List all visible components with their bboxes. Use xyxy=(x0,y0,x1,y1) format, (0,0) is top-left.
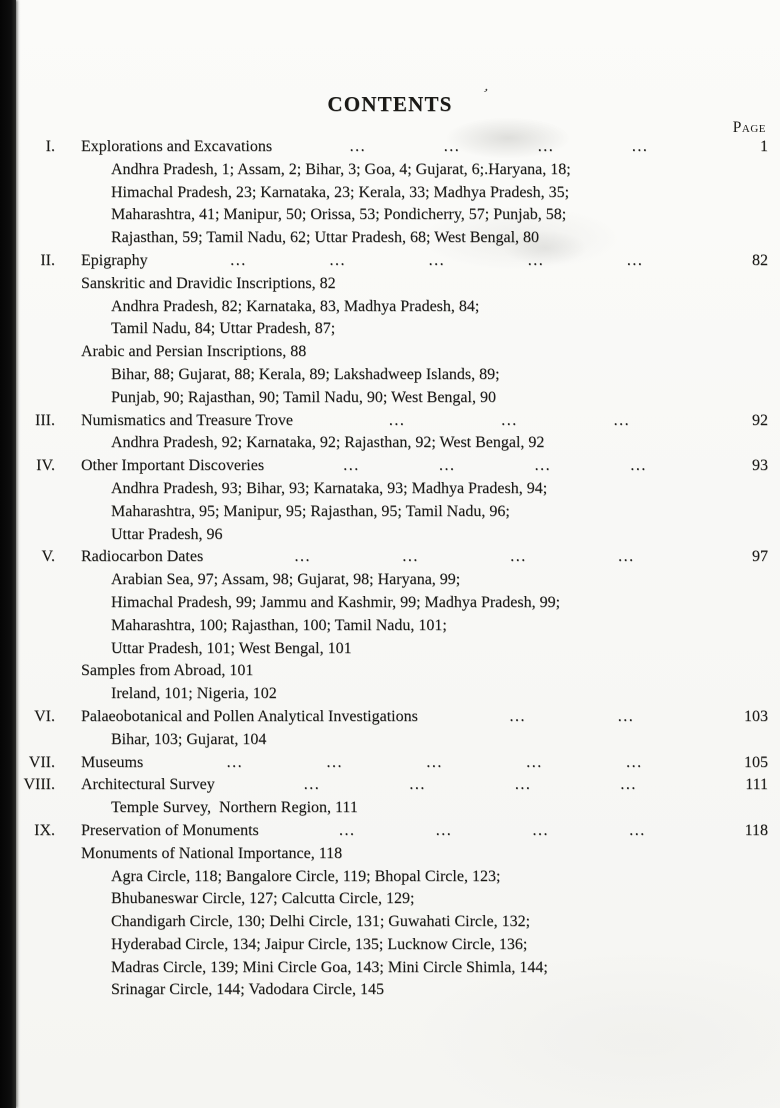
leader-dots: ... xyxy=(435,821,453,839)
toc-sub-line: Agra Circle, 118; Bangalore Circle, 119; Bhopal Circle, 123; xyxy=(111,867,501,885)
toc-sub-line: Uttar Pradesh, 96 xyxy=(111,525,223,543)
toc-sub-line: Andhra Pradesh, 1; Assam, 2; Bihar, 3; Goa, 4; Gujarat, 6;.Haryana, 18; xyxy=(111,160,571,178)
toc-sub-line: Rajasthan, 59; Tamil Nadu, 62; Uttar Pradesh, 68; West Bengal, 80 xyxy=(111,229,540,247)
leader-dots: ... xyxy=(618,548,635,566)
toc-sub-line: Bihar, 88; Gujarat, 88; Kerala, 89; Lakshadweep Islands, 89; xyxy=(111,365,500,383)
section-numeral: VI. xyxy=(34,707,55,725)
dot-leader xyxy=(264,455,726,478)
page-column-header: Page xyxy=(732,119,766,136)
dot-leader xyxy=(215,774,726,797)
toc-sub-line: Arabic and Persian Inscriptions, 88 xyxy=(81,343,307,361)
leader-dots: ... xyxy=(534,457,552,475)
toc-sub-line: Temple Survey, Northern Region, 111 xyxy=(111,799,358,817)
toc-section-row xyxy=(0,752,768,775)
toc-section-row xyxy=(0,820,768,843)
leader-dots: ... xyxy=(230,251,247,269)
section-page-number: 105 xyxy=(744,753,768,771)
toc-sub-line: Sanskritic and Dravidic Inscriptions, 82 xyxy=(81,274,336,292)
toc-sub-line: Arabian Sea, 97; Assam, 98; Gujarat, 98; Haryana, 99; xyxy=(111,571,461,589)
toc-section-row xyxy=(0,136,768,159)
section-body xyxy=(55,706,726,729)
toc-sub-line: Chandigarh Circle, 130; Delhi Circle, 131; Guwahati Circle, 132; xyxy=(111,913,531,931)
leader-dots: ... xyxy=(402,548,419,566)
section-body xyxy=(55,455,726,478)
leader-dots: ... xyxy=(339,821,356,839)
dot-leader xyxy=(272,136,726,159)
section-numeral: VIII. xyxy=(23,776,55,794)
leader-dots: ... xyxy=(537,138,555,155)
toc-sub-line: Ireland, 101; Nigeria, 102 xyxy=(111,685,277,703)
leader-dots: ... xyxy=(349,138,367,155)
toc-sub-line: Tamil Nadu, 84; Uttar Pradesh, 87; xyxy=(111,320,336,338)
toc-sub-line: Maharashtra, 95; Manipur, 95; Rajasthan, 95; Tamil Nadu, 96; xyxy=(111,502,510,520)
section-page-number: 103 xyxy=(744,707,768,725)
leader-dots: ... xyxy=(294,548,312,566)
leader-dots: ... xyxy=(514,776,532,794)
toc-sub-line: Himachal Pradesh, 99; Jammu and Kashmir, 99; Madhya Pradesh, 99; xyxy=(111,593,561,611)
section-page-number: 118 xyxy=(744,821,768,839)
leader-dots: ... xyxy=(626,251,644,269)
toc-sub-line: Srinagar Circle, 144; Vadodara Circle, 145 xyxy=(111,981,384,999)
toc-section-row xyxy=(0,706,768,729)
page-title: CONTENTS xyxy=(327,92,453,116)
dot-leader xyxy=(148,250,726,273)
section-body xyxy=(55,410,726,433)
leader-dots: ... xyxy=(509,707,527,725)
section-page-number: 82 xyxy=(752,251,768,269)
toc-sub-line: Uttar Pradesh, 101; West Bengal, 101 xyxy=(111,639,352,657)
toc-sub-line: Andhra Pradesh, 93; Bihar, 93; Karnataka, 93; Madhya Pradesh, 94; xyxy=(111,479,548,497)
section-numeral: IV. xyxy=(36,457,55,475)
section-title: Numismatics and Treasure Trove xyxy=(81,411,293,429)
toc-sub-line: Hyderabad Circle, 134; Jaipur Circle, 135; Lucknow Circle, 136; xyxy=(111,935,528,953)
leader-dots: ... xyxy=(388,411,406,429)
section-page-number: 97 xyxy=(752,548,768,566)
leader-dots: ... xyxy=(630,457,647,475)
toc-sub-line: Punjab, 90; Rajasthan, 90; Tamil Nadu, 90; West Bengal, 90 xyxy=(111,388,496,406)
dot-leader xyxy=(143,752,726,775)
section-title: Explorations and Excavations xyxy=(81,138,273,155)
section-numeral: VII. xyxy=(28,753,55,771)
leader-dots: ... xyxy=(526,753,543,771)
section-page-number: 92 xyxy=(752,411,768,429)
toc-sub-line: Maharashtra, 100; Rajasthan, 100; Tamil Nadu, 101; xyxy=(111,616,447,634)
section-title: Architectural Survey xyxy=(81,776,215,794)
section-body xyxy=(55,774,726,797)
section-body xyxy=(55,546,726,569)
section-numeral: I. xyxy=(45,138,55,155)
leader-dots: ... xyxy=(501,411,518,429)
toc-section-row xyxy=(0,250,768,273)
toc-sub-line: Andhra Pradesh, 92; Karnataka, 92; Rajasthan, 92; West Bengal, 92 xyxy=(111,434,545,452)
section-page-number: 111 xyxy=(745,776,768,794)
toc-section-row xyxy=(0,410,768,433)
toc-sub-line: Monuments of National Importance, 118 xyxy=(81,844,343,862)
leader-dots: ... xyxy=(409,776,426,794)
toc-sub-line: Samples from Abroad, 101 xyxy=(81,662,254,680)
leader-dots: ... xyxy=(226,753,244,771)
leader-dots: ... xyxy=(613,411,631,429)
toc-sub-line: Madras Circle, 139; Mini Circle Goa, 143; Mini Circle Shimla, 144; xyxy=(111,958,548,976)
section-body xyxy=(55,752,726,775)
section-page-number: 1 xyxy=(760,138,768,155)
section-title: Other Important Discoveries xyxy=(81,457,265,475)
toc-sub-line: Andhra Pradesh, 82; Karnataka, 83, Madhya Pradesh, 84; xyxy=(111,297,480,315)
section-title: Preservation of Monuments xyxy=(81,821,259,839)
dot-leader xyxy=(203,546,726,569)
toc-sub-line: Himachal Pradesh, 23; Karnataka, 23; Kerala, 33; Madhya Pradesh, 35; xyxy=(111,183,570,201)
scan-artifact-mark: ’ xyxy=(477,85,490,103)
toc-section-row xyxy=(0,546,768,569)
leader-dots: ... xyxy=(617,707,635,725)
leader-dots: ... xyxy=(428,251,446,269)
leader-dots: ... xyxy=(343,457,360,475)
section-title: Palaeobotanical and Pollen Analytical Investigations xyxy=(81,707,418,725)
dot-leader xyxy=(293,410,726,433)
section-numeral: II. xyxy=(40,251,55,269)
section-body xyxy=(55,136,726,159)
leader-dots: ... xyxy=(443,138,461,155)
section-numeral: IX. xyxy=(34,821,55,839)
section-title: Radiocarbon Dates xyxy=(81,548,204,566)
leader-dots: ... xyxy=(438,457,456,475)
leader-dots: ... xyxy=(329,251,346,269)
leader-dots: ... xyxy=(326,753,343,771)
leader-dots: ... xyxy=(510,548,527,566)
toc-sub-line: Maharashtra, 41; Manipur, 50; Orissa, 53; Pondicherry, 57; Punjab, 58; xyxy=(111,206,567,224)
toc-section-row xyxy=(0,774,768,797)
leader-dots: ... xyxy=(303,776,321,794)
toc-section-row xyxy=(0,455,768,478)
section-body xyxy=(55,820,726,843)
toc-sub-line: Bhubaneswar Circle, 127; Calcutta Circle, 129; xyxy=(111,890,415,908)
leader-dots: ... xyxy=(527,251,545,269)
section-page-number: 93 xyxy=(752,457,768,475)
leader-dots: ... xyxy=(620,776,637,794)
toc xyxy=(0,136,768,1002)
dot-leader xyxy=(259,820,726,843)
section-body xyxy=(55,250,726,273)
dot-leader xyxy=(418,706,726,729)
leader-dots: ... xyxy=(629,821,646,839)
toc-sub-line: Bihar, 103; Gujarat, 104 xyxy=(111,730,267,748)
section-numeral: V. xyxy=(41,548,55,566)
section-numeral: III. xyxy=(35,411,55,429)
leader-dots: ... xyxy=(426,753,443,771)
section-title: Epigraphy xyxy=(81,251,148,269)
leader-dots: ... xyxy=(532,821,549,839)
leader-dots: ... xyxy=(631,138,649,155)
leader-dots: ... xyxy=(626,753,643,771)
section-title: Museums xyxy=(81,753,144,771)
